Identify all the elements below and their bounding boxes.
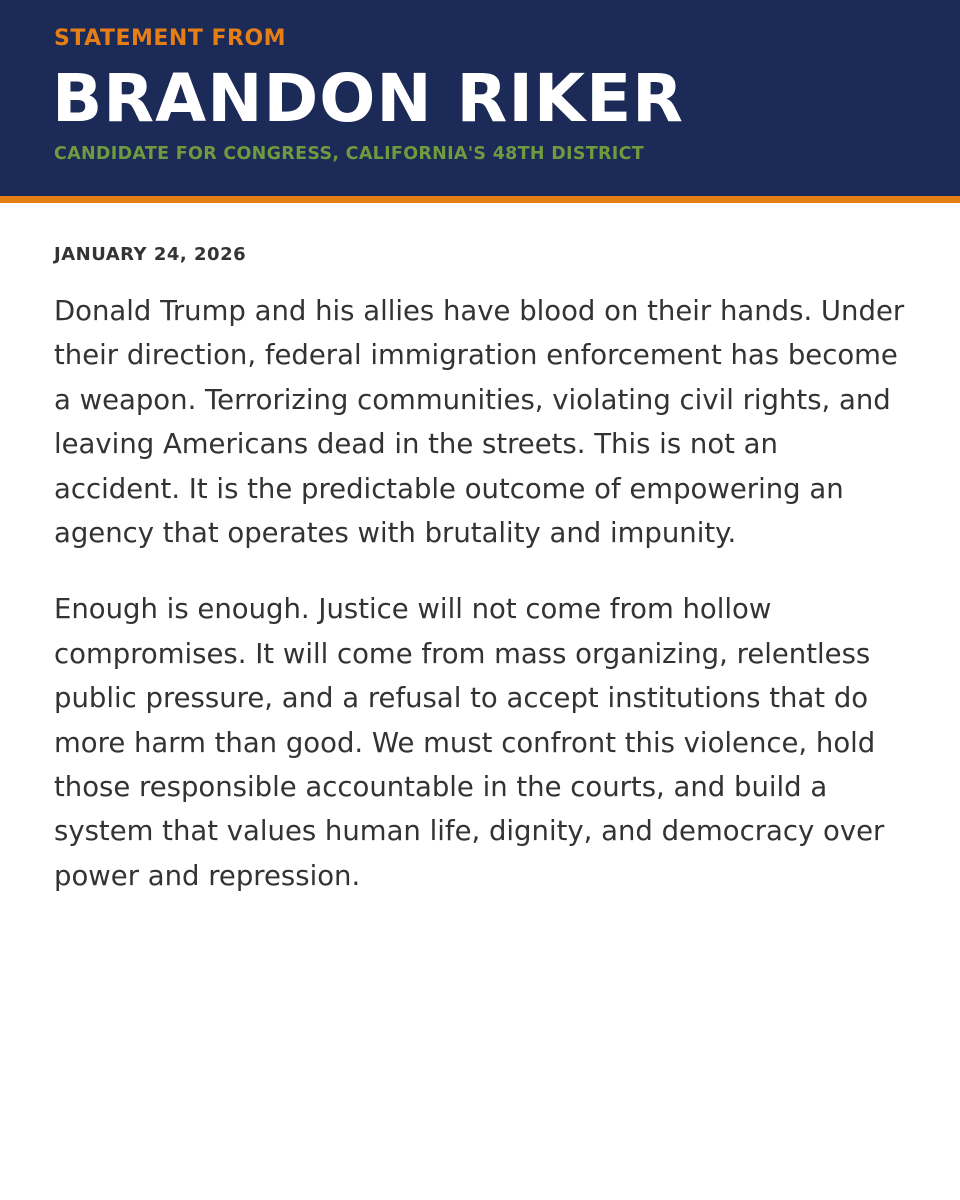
statement-paragraph: Enough is enough. Justice will not come from hollow compromises. It will come from mass organizing, relentless public pressure, and a refusal to accept institutions that do more harm than good. We must confront this violence, hold those responsible accountable in the courts, and build a system that values human life, dignity, and democracy over power and repression. <box>54 593 885 892</box>
statement-date: JANUARY 24, 2026 <box>54 244 247 265</box>
candidate-name: BRANDON RIKER <box>52 60 684 137</box>
statement-paragraph: Donald Trump and his allies have blood on their hands. Under their direction, federal immigration enforcement has become a weapon. Terrorizing communities, violating civil rights, and leaving Americans dead in the streets. This is not an accident. It is the predictable outcome of empowering an agency that operates with brutality and impunity. <box>54 295 905 550</box>
statement-header <box>0 0 960 196</box>
accent-divider <box>0 196 960 203</box>
candidate-subtitle: CANDIDATE FOR CONGRESS, CALIFORNIA'S 48TH DISTRICT <box>54 144 644 164</box>
statement-kicker: STATEMENT FROM <box>54 26 287 51</box>
statement-body <box>0 243 960 898</box>
